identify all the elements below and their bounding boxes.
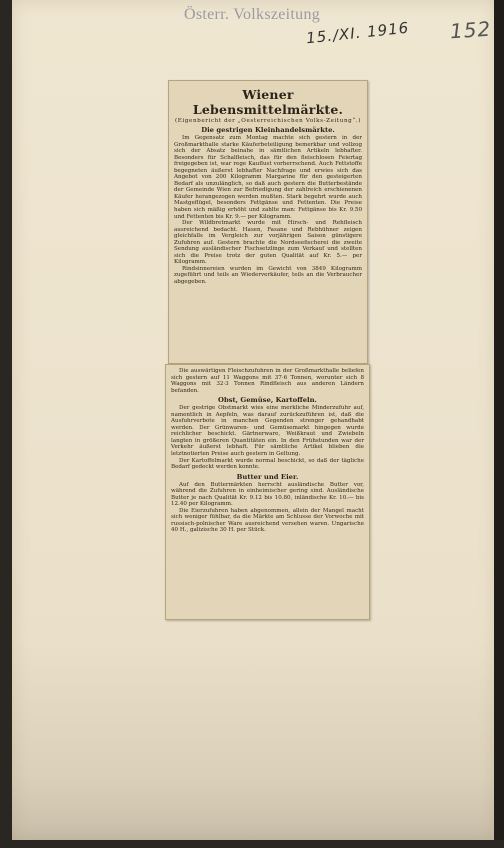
paper-shading <box>12 640 496 840</box>
section-heading: Die gestrigen Kleinhandelsmärkte. <box>201 126 335 134</box>
section-heading: Butter und Eier. <box>236 472 299 481</box>
paragraph: Der Kartoffelmarkt wurde normal beschickt, so daß der tägliche Bedarf gedeckt werden konnte. <box>171 457 364 471</box>
section-body <box>171 482 364 534</box>
clipping-part-1 <box>168 80 368 364</box>
section-body <box>174 135 362 286</box>
handwritten-date: 15./XI. 1916 <box>305 18 410 48</box>
paragraph: Der Wildbretmarkt wurde mit Hirsch- und Rehfleisch ausreichend bedacht. Hasen, Fasane und Rebhühner zeigen gleichfalls im Vergleich zur vorjährigen Saison günstigere Zufuhren auf. Gestern brachte die Nordseefischerei die zweite Sendung ausländischer Fischsetzlinge zum Verkauf und stellten sich die Preise trotz der guten Qualität auf Kr. 5.— per Kilogramm. <box>174 220 362 266</box>
section-body <box>171 368 364 394</box>
article-source-note: (Eigenbericht der „Oesterreichischen Volks-Zeitung“.) <box>175 118 361 124</box>
section-body <box>171 405 364 470</box>
paragraph: Rindsinnereien wurden im Gewicht von 3849 Kilogramm zugeführt und teils an Wiederverkäufer, teils an die Verbraucher abgegeben. <box>174 265 362 286</box>
archive-sheet <box>12 0 496 840</box>
paragraph: Im Gegensatz zum Montag machte sich gestern in der Großmarkthalle starke Käuferbeteiligung bemerkbar und vollzog sich der Absatz beinahe in sämtlichen Artikeln lebhafter. Besonders für Schalfleisch, das für den fleischlosen Feiertag freigegeben ist, war rege Kauflust vorherrschend. Auch Fettstoffe begegneten äußerst lebhafter Nachfrage und erwies sich das Angebot von 200 Kilogramm Margarine für den gesteigerten Bedarf als unzulänglich, so daß auch gestern die Butterbestände der Gemeinde Wien zur Befriedigung der zahlreich erschienenen Käufer herangezogen werden mußten. Stark begehrt wurde auch Mastgeflügel, besonders Fettgänse und Fettenten. Die Preise haben sich mäßig erhöht und zahlte man: Fettgänse bis Kr. 9.50 und Fettenten bis Kr. 9.— per Kilogramm. <box>174 135 362 220</box>
newspaper-name-stamp: Österr. Volkszeitung <box>184 6 321 23</box>
paragraph: Die auswärtigen Fleischzufuhren in der Großmarkthalle beliefen sich gestern auf 11 Waggons mit 37·6 Tonnen, worunter sich 8 Waggons mit 32·3 Tonnen Rindfleisch aus anderen Ländern befanden. <box>171 368 364 394</box>
scan-edge <box>494 0 504 840</box>
clipping-part-2 <box>165 364 370 620</box>
paragraph: Die Eierzufuhren haben abgenommen, allein der Mangel macht sich weniger fühlbar, da die Märkte am Schlusse der Vorwoche mit russisch-polnischer Ware ausreichend versehen waren. Ungarische 40 H., galizische 30 H. per Stück. <box>171 507 364 534</box>
handwritten-page-number: 152 <box>449 16 492 44</box>
paragraph: Der gestrige Obstmarkt wies eine merkliche Minderzufuhr auf, namentlich in Aepfeln, was darauf zurückzuführen ist, daß die Ausfuhrverbote in manchen Gegenden strenger gehandhabt werden. Der Grünwaren- und Gemüsemarkt hingegen wurde reichlicher beschickt. Gärtnerware, Weißkraut und Zwiebeln langten in größeren Quantitäten ein. In den Frühstunden war der Verkehr äußerst lebhaft. Für sämtliche Artikel blieben die letztnotierten Preise auch gestern in Geltung. <box>171 405 364 458</box>
article-title: Wiener Lebensmittelmärkte. <box>192 87 344 117</box>
section-heading: Obst, Gemüse, Kartoffeln. <box>218 396 317 405</box>
paragraph: Auf den Buttermärkten herrscht ausländische Butter vor, während die Zufuhren in einheimischer gering sind. Ausländische Butter je nach Qualität Kr. 9.12 bis 10.80, inländische Kr. 10.— bis 12.40 per Kilogramm. <box>171 481 364 508</box>
